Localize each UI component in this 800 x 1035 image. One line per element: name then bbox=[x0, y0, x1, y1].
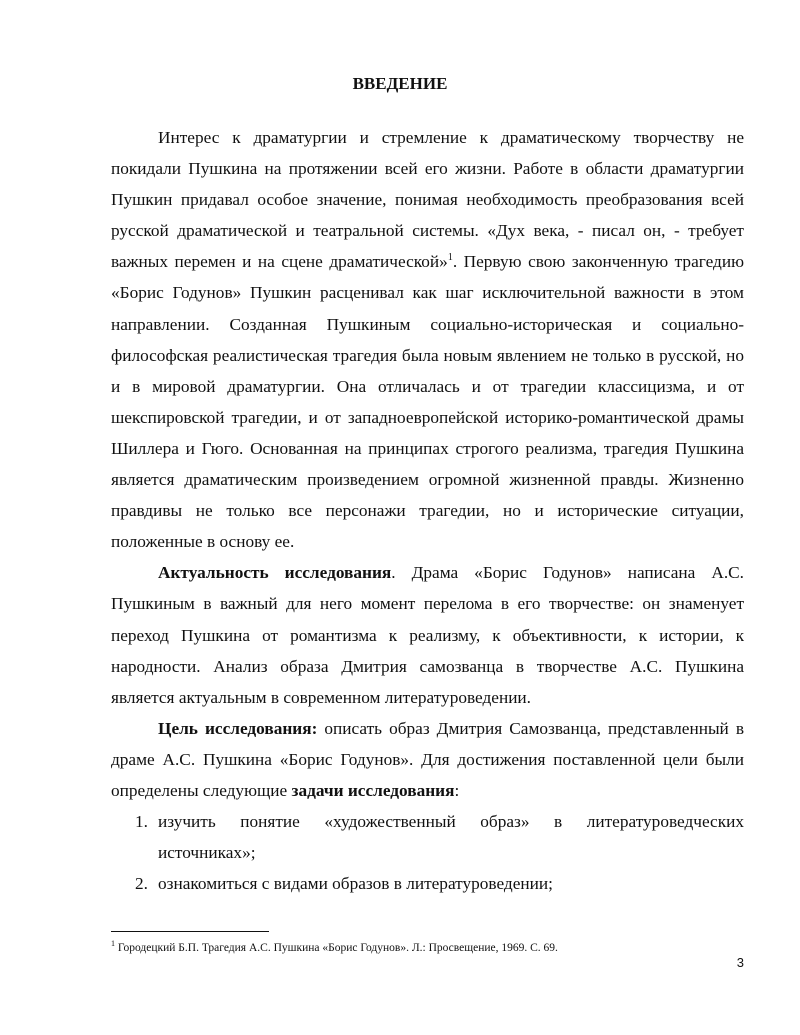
footnote-reference[interactable]: 1 bbox=[447, 252, 453, 264]
footnote bbox=[111, 936, 751, 956]
paragraph-intro-text-1: Интерес к драматургии и стремление к драматическому творчеству не покидали Пушкина на протяжении всей его жизни. Работе в области драматургии Пушкин придавал особое значение, понимая необходимость преобразования всей русской драматической и театральной системы. «Дух века, - писал он, - требует важных перемен и на сцене драматической» bbox=[111, 128, 744, 272]
footnote-text: Городецкий Б.П. Трагедия А.С. Пушкина «Борис Годунов». Л.: Просвещение, 1969. С. 69. bbox=[115, 941, 558, 954]
list-item-text: изучить понятие «художественный образ» в литературоведческих источниках»; bbox=[158, 812, 744, 863]
tasks-list bbox=[111, 806, 744, 899]
list-item bbox=[111, 806, 744, 868]
footnote-separator bbox=[111, 931, 269, 932]
paragraph-relevance bbox=[111, 557, 744, 712]
relevance-label: Актуальность исследования bbox=[158, 563, 392, 583]
paragraph-intro-text-2: . Первую свою законченную трагедию «Борис Годунов» Пушкин расценивал как шаг исключительной важности в этом направлении. Созданная Пушкиным социально-историческая и социально-философская реалистическая трагедия была новым явлением не только в русской, но и в мировой драматургии. Она отличалась и от трагедии классицизма, и от шекспировской трагедии, и от западноевропейской историко-романтической драмы Шиллера и Гюго. Основанная на принципах строгого реализма, трагедия Пушкина является драматическим произведением огромной жизненной правды. Жизненно правдивы не только все персонажи трагедии, но и исторические ситуации, положенные в основу ее. bbox=[111, 252, 744, 552]
page-number: 3 bbox=[736, 955, 744, 970]
paragraph-intro bbox=[111, 122, 744, 557]
list-item-number: 2. bbox=[135, 874, 148, 894]
paragraph-goal bbox=[111, 713, 744, 806]
relevance-text: . Драма «Борис Годунов» написана А.С. Пушкиным в важный для него момент перелома в его творчестве: он знаменует переход Пушкина от романтизма к реализму, к объективности, к истории, к народности. Анализ образа Дмитрия самозванца в творчестве А.С. Пушкина является актуальным в современном литературоведении. bbox=[111, 563, 745, 707]
list-item bbox=[111, 868, 744, 899]
list-item-number: 1. bbox=[135, 812, 148, 832]
body-text bbox=[111, 122, 744, 899]
footnote-number: 1 bbox=[111, 939, 115, 948]
goal-text-end: : bbox=[454, 780, 460, 800]
goal-label: Цель исследования: bbox=[158, 718, 318, 738]
list-item-text: ознакомиться с видами образов в литературоведении; bbox=[158, 874, 553, 894]
tasks-label: задачи исследования bbox=[291, 780, 455, 800]
section-heading: ВВЕДЕНИЕ bbox=[352, 74, 448, 93]
goal-text: описать образ Дмитрия Самозванца, представленный в драме А.С. Пушкина «Борис Годунов». Для достижения поставленной цели были определены следующие bbox=[111, 718, 744, 800]
